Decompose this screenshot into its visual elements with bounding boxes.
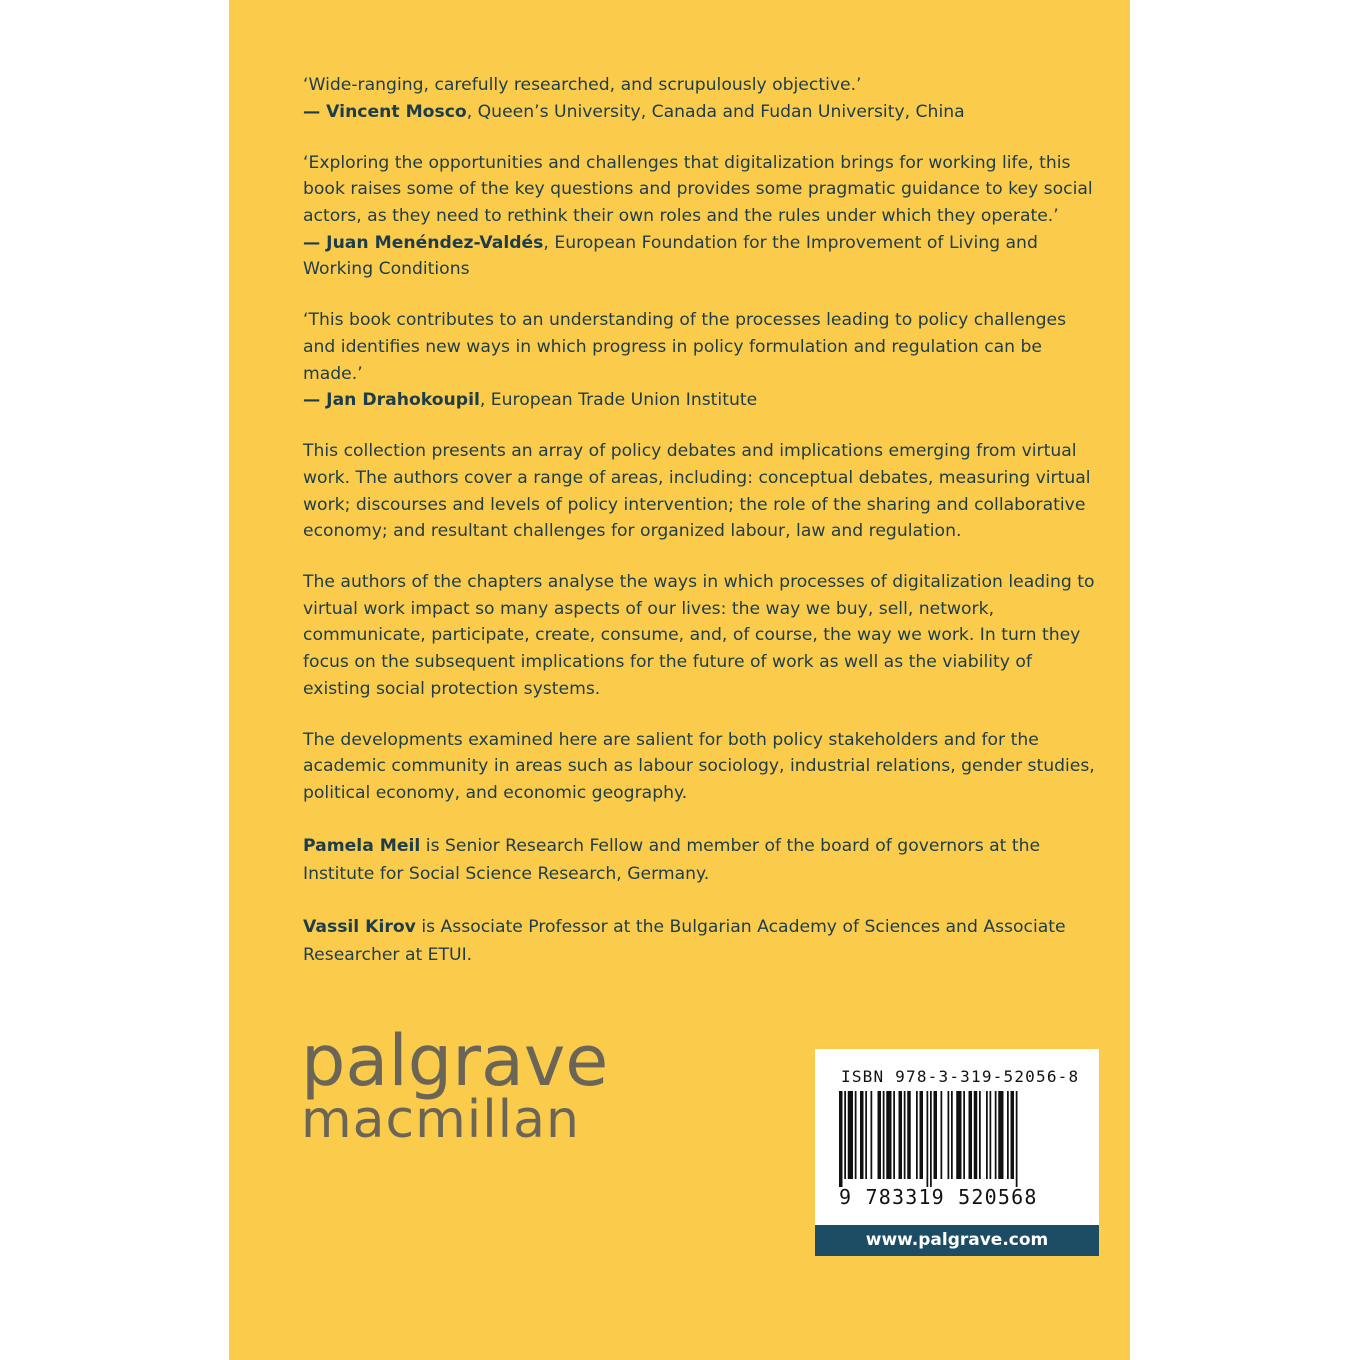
barcode-bar — [941, 1091, 943, 1179]
endorsement-quote: ‘Exploring the opportunities and challenges that digitalization brings for working life, this book raises some of the key questions and provides some pragmatic guidance to key social actors, as they need to rethink their own roles and the rules under which they operate.’ — [303, 152, 1093, 226]
barcode-bar — [951, 1091, 953, 1179]
barcode-digits: 9 783319 520568 — [839, 1185, 1038, 1209]
barcode-bar — [883, 1091, 885, 1179]
logo-text-macmillan: macmillan — [301, 1090, 580, 1150]
endorser-affiliation: , Queen’s University, Canada and Fudan University, China — [466, 101, 965, 122]
barcode-panel — [815, 1049, 1099, 1256]
barcode-bar — [839, 1091, 843, 1187]
barcode-bar — [1007, 1091, 1009, 1179]
endorsement-dash: — — [303, 390, 327, 411]
barcode-bar — [916, 1091, 918, 1179]
barcode-bar — [974, 1091, 978, 1179]
barcode-bar — [878, 1091, 882, 1179]
publisher-url: www.palgrave.com — [815, 1225, 1099, 1256]
barcode-bar — [844, 1091, 846, 1179]
endorsement-dash: — — [303, 101, 327, 122]
barcode-bar — [990, 1091, 992, 1179]
endorsement-quote: ‘Wide-ranging, carefully researched, and scrupulously objective.’ — [303, 75, 862, 95]
barcode-bar — [930, 1091, 932, 1187]
description-paragraph-1: This collection presents an array of policy debates and implications emerging from virtual work. The authors cover a range of areas, including: conceptual debates, measuring virtual work; discourses and levels of policy intervention; the role of the sharing and collaborative economy; and resultant challenges for organized labour, law and regulation. — [303, 441, 1091, 542]
author-bio-text: is Senior Research Fellow and member of the board of governors at the Institute for Social Science Research, Germany. — [303, 835, 1041, 884]
barcode-bar — [899, 1091, 903, 1179]
barcode-bar — [956, 1091, 961, 1179]
barcode-bar — [855, 1091, 857, 1179]
publisher-logo — [301, 1020, 609, 1150]
barcode-bar — [893, 1091, 895, 1179]
barcode-bar — [963, 1091, 965, 1179]
barcode-bar — [986, 1091, 988, 1179]
barcode-bar — [948, 1091, 950, 1179]
author-bio-text: is Associate Professor at the Bulgarian Academy of Sciences and Associate Researcher at ETUI. — [303, 916, 1066, 965]
barcode-bar — [1016, 1091, 1018, 1187]
endorser-name: Vincent Mosco — [326, 101, 467, 122]
barcode-bar — [998, 1091, 1003, 1179]
author-bio-1 — [303, 832, 1103, 888]
endorser-name: Juan Menéndez-Valdés — [326, 232, 544, 253]
barcode-bar — [865, 1091, 867, 1179]
barcode-bar — [927, 1091, 929, 1187]
barcode-bar — [848, 1091, 853, 1179]
author-bio-2 — [303, 913, 1103, 969]
endorsement-3 — [303, 307, 1103, 413]
barcode-bar — [920, 1091, 924, 1179]
barcode-bar — [1011, 1091, 1015, 1179]
barcode-bar — [886, 1091, 891, 1179]
endorser-affiliation: , European Trade Union Institute — [479, 390, 758, 411]
barcode-bar — [979, 1091, 981, 1179]
logo-text-palgrave: palgrave — [301, 1020, 609, 1102]
description-paragraph-2: The authors of the chapters analyse the ways in which processes of digitalization leading to virtual work impact so many aspects of our lives: the way we buy, sell, network, communicate, participate, create, consume, and, of course, the way we work. In turn they focus on the subsequent implications for the future of work as well as the viability of existing social protection systems. — [303, 572, 1095, 699]
barcode-bar — [860, 1091, 864, 1179]
author-name: Pamela Meil — [303, 835, 421, 856]
endorsement-dash: — — [303, 232, 327, 253]
endorsement-quote: ‘This book contributes to an understanding of the processes leading to policy challenges and identifies new ways in which progress in policy formulation and regulation can be made.’ — [303, 310, 1067, 384]
endorser-affiliation: , European Foundation for the Improvement of Living and Working Conditions — [303, 232, 1038, 280]
endorsement-2 — [303, 150, 1103, 283]
barcode-image — [839, 1091, 1079, 1187]
barcode-bar — [907, 1091, 911, 1179]
author-name: Vassil Kirov — [303, 916, 416, 937]
description-paragraph-3: The developments examined here are salient for both policy stakeholders and for the academic community in areas such as labour sociology, industrial relations, gender studies, political economy, and economic geography. — [303, 729, 1095, 804]
endorser-name: Jan Drahokoupil — [326, 390, 480, 411]
cover-text — [303, 72, 1103, 969]
barcode-bar — [904, 1091, 906, 1179]
isbn-label: ISBN 978-3-319-52056-8 — [841, 1067, 1080, 1086]
barcode-bar — [995, 1091, 997, 1179]
endorsement-1 — [303, 72, 1103, 125]
barcode-bar — [969, 1091, 973, 1179]
barcode-bar — [871, 1091, 873, 1179]
barcode-bar — [934, 1091, 938, 1179]
